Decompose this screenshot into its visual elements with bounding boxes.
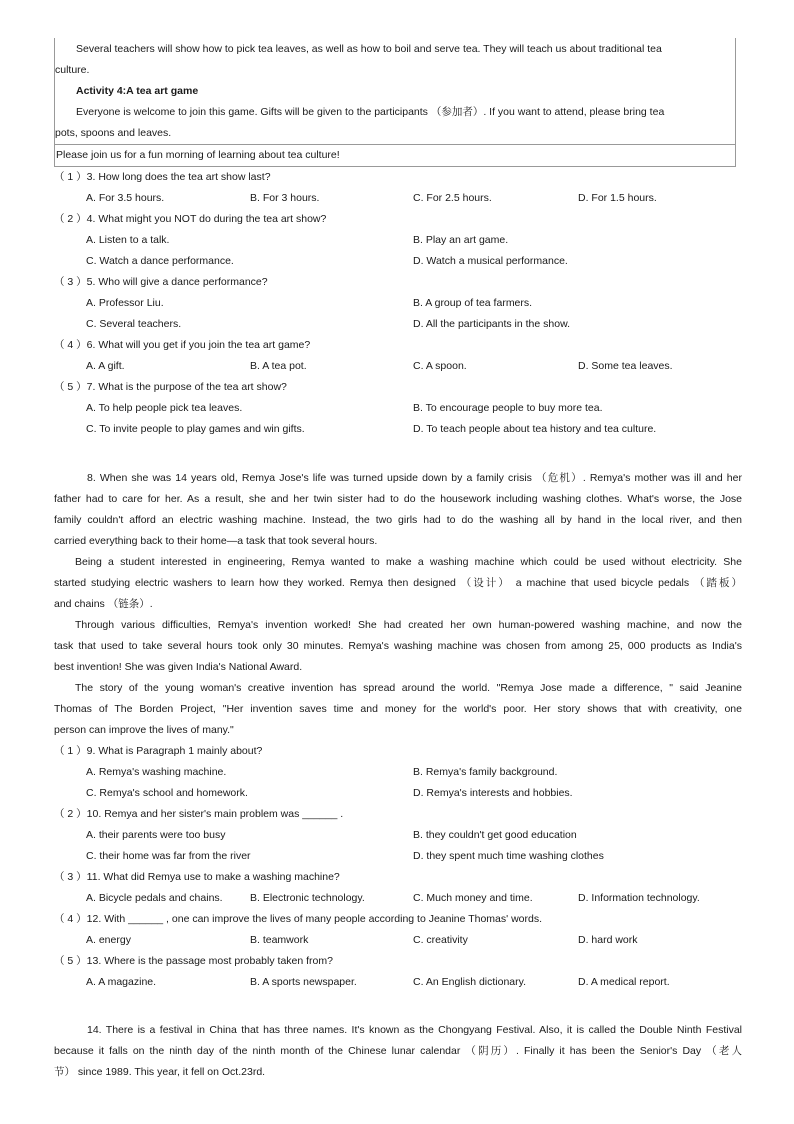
notice-closing: Please join us for a fun morning of learning about tea culture! (56, 149, 340, 161)
question-10: （ 2 ）10. Remya and her sister's main problem was ______ . (54, 808, 344, 820)
q6-option-a[interactable]: A. A gift. (86, 360, 125, 372)
q7-option-c[interactable]: C. To invite people to play games and win gifts. (86, 423, 305, 435)
passage8-p3-line1: Through various difficulties, Remya's invention worked! She had created her own human-powered washing machine, and now the (75, 619, 742, 631)
q5-option-b[interactable]: B. A group of tea farmers. (413, 297, 533, 309)
q4-option-b[interactable]: B. Play an art game. (413, 234, 509, 246)
q4-option-a[interactable]: A. Listen to a talk. (86, 234, 170, 246)
passage14-line2: because it falls on the ninth day of the ninth month of the Chinese lunar calendar （阴历）. Finally it has been the Senior's Day （老人 (54, 1045, 742, 1057)
q7-option-d[interactable]: D. To teach people about tea history and tea culture. (413, 423, 657, 435)
q12-option-c[interactable]: C. creativity (413, 934, 468, 946)
q10-option-a[interactable]: A. their parents were too busy (86, 829, 226, 841)
passage8-p4-line1: The story of the young woman's creative invention has spread around the world. "Remya Jose made a difference, " said Jeanine (75, 682, 742, 694)
q3-option-d[interactable]: D. For 1.5 hours. (578, 192, 657, 204)
q3-option-c[interactable]: C. For 2.5 hours. (413, 192, 492, 204)
passage8-p2-line3: and chains （链条）. (54, 598, 153, 610)
q13-option-a[interactable]: A. A magazine. (86, 976, 157, 988)
question-4: （ 2 ）4. What might you NOT do during the tea art show? (54, 213, 327, 225)
q9-option-d[interactable]: D. Remya's interests and hobbies. (413, 787, 573, 799)
q11-option-b[interactable]: B. Electronic technology. (250, 892, 365, 904)
activity3-text-line1: Several teachers will show how to pick tea leaves, as well as how to boil and serve tea. They will teach us about traditional tea (76, 43, 662, 55)
passage14-line3: 节） since 1989. This year, it fell on Oct.23rd. (54, 1066, 266, 1078)
passage8-p1-line1: 8. When she was 14 years old, Remya Jose's life was turned upside down by a family crisis （危机）. Remya's mother was ill and her (87, 472, 742, 484)
q11-option-a[interactable]: A. Bicycle pedals and chains. (86, 892, 223, 904)
q9-option-c[interactable]: C. Remya's school and homework. (86, 787, 248, 799)
passage8-p2-line2: started studying electric washers to learn how they worked. Remya then designed （设计） a machine that used bicycle pedals （踏板） (54, 577, 742, 589)
q5-option-a[interactable]: A. Professor Liu. (86, 297, 164, 309)
q9-option-b[interactable]: B. Remya's family background. (413, 766, 558, 778)
q10-option-b[interactable]: B. they couldn't get good education (413, 829, 577, 841)
question-9: （ 1 ）9. What is Paragraph 1 mainly about? (54, 745, 263, 757)
q7-option-a[interactable]: A. To help people pick tea leaves. (86, 402, 243, 414)
q7-option-b[interactable]: B. To encourage people to buy more tea. (413, 402, 603, 414)
notice-closing-box (54, 144, 736, 167)
activity4-title: Activity 4:A tea art game (76, 85, 199, 97)
q6-option-c[interactable]: C. A spoon. (413, 360, 467, 372)
q5-option-d[interactable]: D. All the participants in the show. (413, 318, 571, 330)
passage-14 (54, 1020, 742, 1083)
question-7: （ 5 ）7. What is the purpose of the tea art show? (54, 381, 287, 393)
passage8-p1-line3: family couldn't afford an electric washing machine. Instead, the two girls had to do the washing all by hand in the local river, and then (54, 514, 742, 526)
q10-option-d[interactable]: D. they spent much time washing clothes (413, 850, 604, 862)
q10-option-c[interactable]: C. their home was far from the river (86, 850, 251, 862)
q6-option-d[interactable]: D. Some tea leaves. (578, 360, 673, 372)
q12-option-b[interactable]: B. teamwork (250, 934, 309, 946)
passage-8 (54, 468, 742, 741)
question-11: （ 3 ）11. What did Remya use to make a washing machine? (54, 871, 340, 883)
question-3: （ 1 ）3. How long does the tea art show last? (54, 171, 271, 183)
activity4-text-line2: pots, spoons and leaves. (55, 127, 172, 139)
activity4-text-line1: Everyone is welcome to join this game. Gifts will be given to the participants （参加者）. If you want to attend, please bring tea (76, 106, 665, 118)
question-5: （ 3 ）5. Who will give a dance performance? (54, 276, 268, 288)
q5-option-c[interactable]: C. Several teachers. (86, 318, 182, 330)
question-12: （ 4 ）12. With ______ , one can improve the lives of many people according to Jeanine Thomas' words. (54, 913, 542, 925)
passage8-p3-line2: task that used to take several hours took only 30 minutes. Remya's washing machine was chosen from among 25, 000 products as India's (54, 640, 742, 652)
q6-option-b[interactable]: B. A tea pot. (250, 360, 307, 372)
q3-option-b[interactable]: B. For 3 hours. (250, 192, 320, 204)
passage8-p4-line2: Thomas of The Borden Project, "Her invention saves time and money for the world's poor. Her story shows that with creativity, one (54, 703, 742, 715)
q13-option-b[interactable]: B. A sports newspaper. (250, 976, 357, 988)
q11-option-c[interactable]: C. Much money and time. (413, 892, 533, 904)
notice-box (54, 38, 736, 144)
q3-option-a[interactable]: A. For 3.5 hours. (86, 192, 165, 204)
passage14-line1: 14. There is a festival in China that has three names. It's known as the Chongyang Festival. Also, it is called the Double Ninth Festival (87, 1024, 742, 1036)
q4-option-d[interactable]: D. Watch a musical performance. (413, 255, 568, 267)
q9-option-a[interactable]: A. Remya's washing machine. (86, 766, 227, 778)
passage8-p2-line1: Being a student interested in engineering, Remya wanted to make a washing machine which could be used without electricity. She (75, 556, 742, 568)
q11-option-d[interactable]: D. Information technology. (578, 892, 700, 904)
q12-option-a[interactable]: A. energy (86, 934, 131, 946)
passage8-p3-line3: best invention! She was given India's National Award. (54, 661, 303, 673)
question-6: （ 4 ）6. What will you get if you join the tea art game? (54, 339, 311, 351)
passage8-p4-line3: person can improve the lives of many." (54, 724, 234, 736)
activity3-text-line2: culture. (55, 64, 90, 76)
question-13: （ 5 ）13. Where is the passage most probably taken from? (54, 955, 333, 967)
q4-option-c[interactable]: C. Watch a dance performance. (86, 255, 234, 267)
passage8-p1-line4: carried everything back to their home—a task that took several hours. (54, 535, 378, 547)
q13-option-c[interactable]: C. An English dictionary. (413, 976, 527, 988)
q13-option-d[interactable]: D. A medical report. (578, 976, 670, 988)
passage8-p1-line2: father had to care for her. As a result, she and her twin sister had to do the housework including washing clothes. What's worse, the Jose (54, 493, 742, 505)
q12-option-d[interactable]: D. hard work (578, 934, 638, 946)
